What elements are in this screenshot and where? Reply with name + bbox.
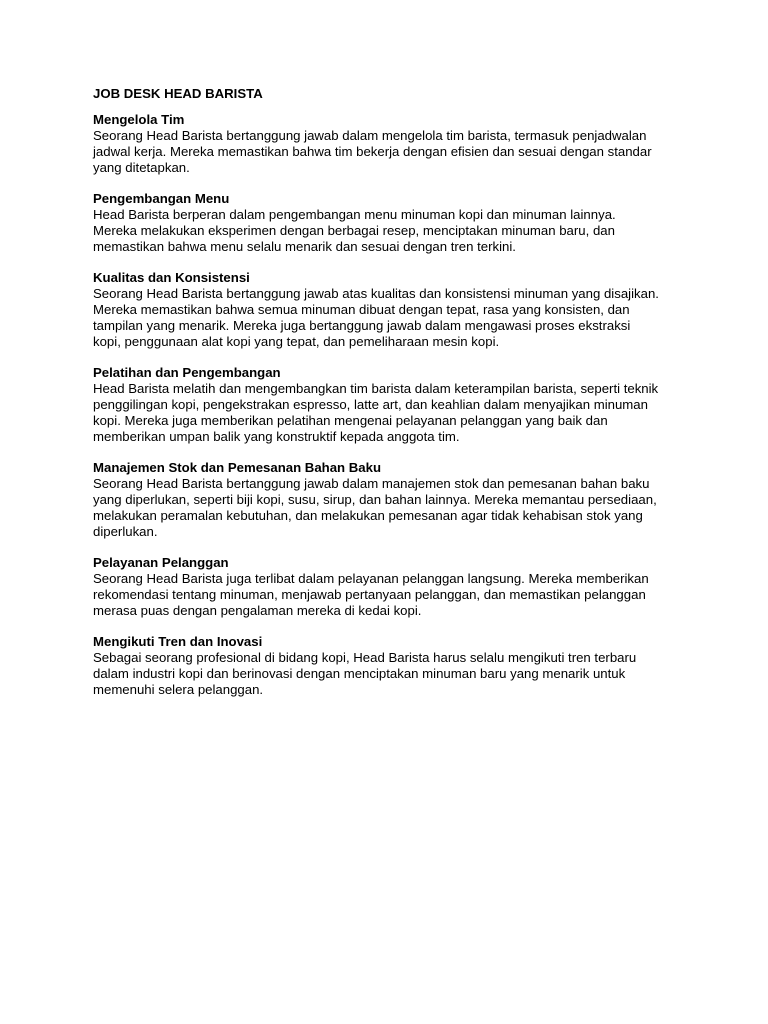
paragraph-line: kopi. Mereka juga memberikan pelatihan mengenai pelayanan pelanggan yang baik dan — [93, 413, 608, 428]
section-heading: Pelatihan dan Pengembangan — [93, 365, 281, 380]
document-page — [93, 86, 683, 713]
paragraph-line: melakukan peramalan kebutuhan, dan melakukan pemesanan agar tidak kehabisan stok yang — [93, 508, 643, 523]
paragraph-line: dalam industri kopi dan berinovasi dengan menciptakan minuman baru yang menarik untuk — [93, 666, 626, 681]
section-pengembangan-menu — [93, 191, 683, 255]
paragraph-line: Mereka melakukan eksperimen dengan berbagai resep, menciptakan minuman baru, dan — [93, 223, 615, 238]
section-manajemen-stok — [93, 460, 683, 540]
section-heading: Kualitas dan Konsistensi — [93, 270, 250, 285]
section-tren-inovasi — [93, 634, 683, 698]
paragraph-line: penggilingan kopi, pengekstrakan espresso, latte art, dan keahlian dalam menyajikan minuman — [93, 397, 648, 412]
paragraph-line: kopi, penggunaan alat kopi yang tepat, dan pemeliharaan mesin kopi. — [93, 334, 500, 349]
section-pelatihan-pengembangan — [93, 365, 683, 445]
paragraph-line: Seorang Head Barista bertanggung jawab atas kualitas dan konsistensi minuman yang disajikan. — [93, 286, 659, 301]
section-heading: Mengikuti Tren dan Inovasi — [93, 634, 263, 649]
section-heading: Mengelola Tim — [93, 112, 185, 127]
paragraph-line: memberikan umpan balik yang konstruktif kepada anggota tim. — [93, 429, 460, 444]
paragraph-line: memastikan bahwa menu selalu menarik dan sesuai dengan tren terkini. — [93, 239, 516, 254]
section-kualitas-konsistensi — [93, 270, 683, 350]
paragraph-line: Seorang Head Barista bertanggung jawab dalam mengelola tim barista, termasuk penjadwalan — [93, 128, 647, 143]
paragraph-line: diperlukan. — [93, 524, 158, 539]
paragraph-line: Sebagai seorang profesional di bidang kopi, Head Barista harus selalu mengikuti tren terbaru — [93, 650, 637, 665]
section-heading: Manajemen Stok dan Pemesanan Bahan Baku — [93, 460, 382, 475]
paragraph-line: Seorang Head Barista juga terlibat dalam pelayanan pelanggan langsung. Mereka memberikan — [93, 571, 649, 586]
paragraph-line: tampilan yang menarik. Mereka juga bertanggung jawab dalam mengawasi proses ekstraksi — [93, 318, 631, 333]
paragraph-line: Seorang Head Barista bertanggung jawab dalam manajemen stok dan pemesanan bahan baku — [93, 476, 650, 491]
paragraph-line: jadwal kerja. Mereka memastikan bahwa tim bekerja dengan efisien dan sesuai dengan standar — [93, 144, 652, 159]
paragraph-line: rekomendasi tentang minuman, menjawab pertanyaan pelanggan, dan memastikan pelanggan — [93, 587, 646, 602]
section-mengelola-tim — [93, 112, 683, 176]
section-heading: Pelayanan Pelanggan — [93, 555, 229, 570]
section-heading: Pengembangan Menu — [93, 191, 230, 206]
paragraph-line: yang ditetapkan. — [93, 160, 190, 175]
paragraph-line: yang diperlukan, seperti biji kopi, susu, sirup, dan bahan lainnya. Mereka memantau persediaan, — [93, 492, 657, 507]
document-title: JOB DESK HEAD BARISTA — [93, 86, 263, 101]
paragraph-line: merasa puas dengan pengalaman mereka di kedai kopi. — [93, 603, 422, 618]
paragraph-line: Head Barista melatih dan mengembangkan tim barista dalam keterampilan barista, seperti teknik — [93, 381, 659, 396]
section-pelayanan-pelanggan — [93, 555, 683, 619]
paragraph-line: memenuhi selera pelanggan. — [93, 682, 264, 697]
paragraph-line: Mereka memastikan bahwa semua minuman dibuat dengan tepat, rasa yang konsisten, dan — [93, 302, 630, 317]
paragraph-line: Head Barista berperan dalam pengembangan menu minuman kopi dan minuman lainnya. — [93, 207, 616, 222]
